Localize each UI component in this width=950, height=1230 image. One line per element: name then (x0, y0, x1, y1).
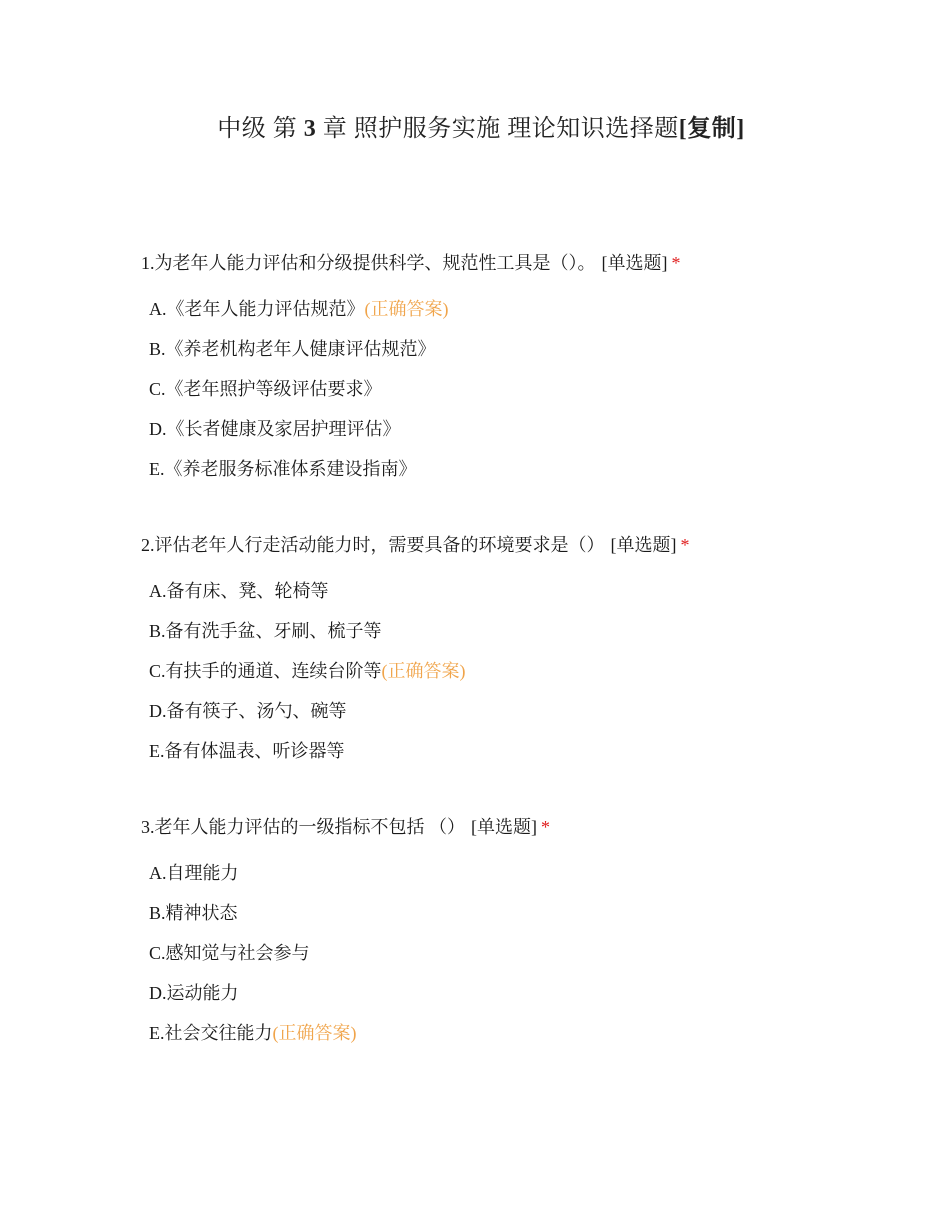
option-text: C.《老年照护等级评估要求》 (149, 379, 382, 399)
question-stem (141, 814, 901, 840)
option-c[interactable] (149, 658, 901, 684)
required-mark: * (541, 817, 550, 837)
required-mark: * (680, 535, 690, 555)
option-d[interactable] (149, 416, 901, 442)
option-c[interactable] (149, 376, 901, 402)
option-list (141, 860, 901, 1046)
option-b[interactable] (149, 336, 901, 362)
option-list (141, 578, 901, 764)
correct-answer-tag: (正确答案) (381, 661, 466, 681)
option-text: C.有扶手的通道、连续台阶等 (149, 661, 382, 681)
page-title (0, 108, 950, 143)
question-text: 3.老年人能力评估的一级指标不包括 （） (141, 817, 465, 837)
option-a[interactable] (149, 860, 901, 886)
option-text: E.社会交往能力 (149, 1023, 273, 1043)
required-mark: * (671, 253, 681, 273)
option-list (141, 296, 901, 482)
option-text: D.备有筷子、汤勺、碗等 (149, 701, 347, 721)
question-text: 2.评估老年人行走活动能力时，需要具备的环境要求是（） (141, 535, 605, 555)
option-d[interactable] (149, 980, 901, 1006)
option-text: B.《养老机构老年人健康评估规范》 (149, 339, 436, 359)
title-suffix: [复制] (678, 116, 745, 142)
question-text: 1.为老年人能力评估和分级提供科学、规范性工具是（）。 (141, 253, 596, 273)
title-middle: 章 照护服务实施 理论知识选择题 (322, 116, 679, 142)
option-b[interactable] (149, 618, 901, 644)
title-prefix: 中级 第 (217, 116, 298, 142)
option-a[interactable] (149, 578, 901, 604)
option-e[interactable] (149, 1020, 901, 1046)
question-2 (141, 532, 901, 778)
question-3 (141, 814, 901, 1060)
option-a[interactable] (149, 296, 901, 322)
option-text: E.《养老服务标准体系建设指南》 (149, 459, 417, 479)
option-e[interactable] (149, 738, 901, 764)
question-type-label: [单选题] (601, 253, 668, 273)
option-text: B.精神状态 (149, 903, 238, 923)
option-d[interactable] (149, 698, 901, 724)
option-text: C.感知觉与社会参与 (149, 943, 310, 963)
option-text: A.《老年人能力评估规范》 (149, 299, 365, 319)
option-e[interactable] (149, 456, 901, 482)
question-type-label: [单选题] (610, 535, 677, 555)
option-text: B.备有洗手盆、牙刷、梳子等 (149, 621, 382, 641)
question-1 (141, 250, 901, 496)
option-text: D.运动能力 (149, 983, 239, 1003)
option-b[interactable] (149, 900, 901, 926)
option-text: E.备有体温表、听诊器等 (149, 741, 345, 761)
title-chapter-number: 3 (303, 116, 317, 142)
option-text: A.自理能力 (149, 863, 239, 883)
option-text: A.备有床、凳、轮椅等 (149, 581, 329, 601)
question-stem (141, 532, 901, 558)
option-text: D.《长者健康及家居护理评估》 (149, 419, 401, 439)
question-stem (141, 250, 901, 276)
question-type-label: [单选题] (471, 817, 537, 837)
option-c[interactable] (149, 940, 901, 966)
correct-answer-tag: (正确答案) (364, 299, 449, 319)
correct-answer-tag: (正确答案) (272, 1023, 357, 1043)
